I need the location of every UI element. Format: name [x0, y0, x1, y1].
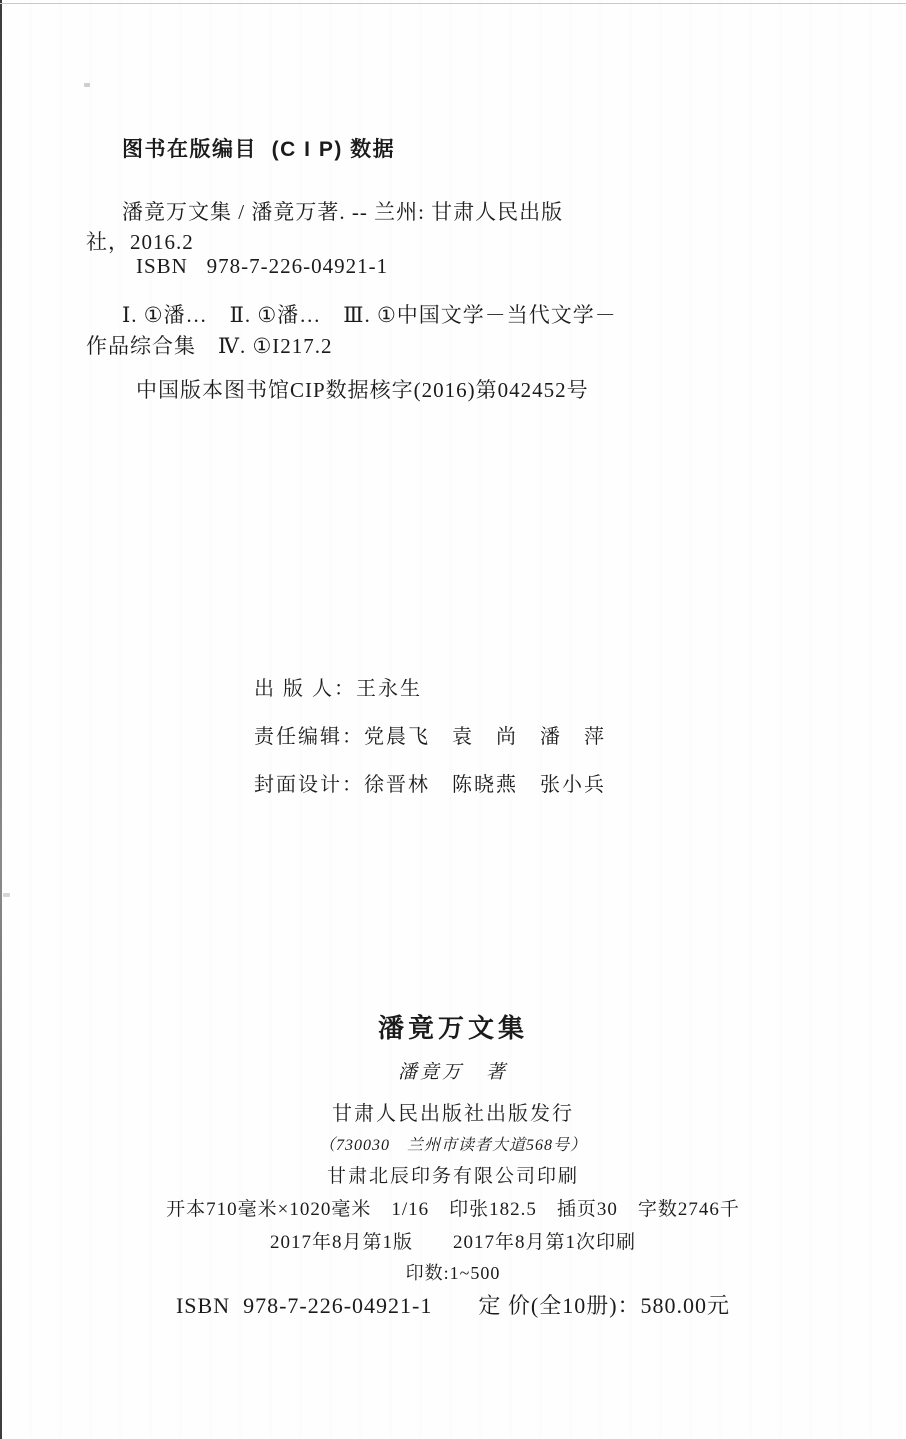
editors-row — [254, 720, 606, 749]
cover-designers-names: 徐晋林 陈晓燕 张小兵 — [364, 774, 606, 796]
cover-designers-label: 封面设计： — [254, 774, 364, 796]
isbn-price-line — [0, 1289, 906, 1320]
editors-names: 党晨飞 袁 尚 潘 萍 — [364, 726, 606, 748]
cover-designers-row — [254, 768, 606, 797]
publisher-person-name: 王永生 — [356, 678, 422, 700]
cip-entry-line-1: 潘竟万文集 / 潘竟万著. -- 兰州: 甘肃人民出版 — [122, 200, 564, 224]
cip-record-number: 中国版本图书馆CIP数据核字(2016)第042452号 — [136, 378, 589, 402]
print-run-line: 印数:1~500 — [405, 1263, 501, 1283]
printer-line: 甘肃北辰印务有限公司印刷 — [326, 1166, 579, 1187]
scan-left-edge-artifact — [0, 0, 2, 1439]
cip-heading: 图书在版编目 (C I P) 数据 — [122, 138, 396, 161]
cip-classification-line-2: 作品综合集 Ⅳ. ①I217.2 — [86, 334, 333, 358]
edition-line: 2017年8月第1版 2017年8月第1次印刷 — [269, 1232, 636, 1253]
scan-speck — [84, 83, 90, 87]
publisher-line: 甘肃人民出版社出版发行 — [332, 1103, 574, 1125]
scan-top-edge-artifact — [0, 3, 906, 4]
publisher-person-row — [254, 672, 422, 701]
editors-label: 责任编辑： — [254, 726, 364, 748]
cip-entry-line-2: 社，2016.2 — [86, 230, 194, 254]
isbn-number: ISBN 978-7-226-04921-1 — [175, 1293, 433, 1318]
price: 定 价(全10册)：580.00元 — [478, 1293, 731, 1318]
cip-classification-line-1: Ⅰ. ①潘… Ⅱ. ①潘… Ⅲ. ①中国文学－当代文学－ — [122, 303, 617, 327]
book-title: 潘竟万文集 — [377, 1013, 528, 1043]
publisher-address: （730030 兰州市读者大道568号） — [318, 1137, 587, 1154]
publisher-person-label: 出 版 人： — [254, 678, 356, 700]
scan-speck — [3, 893, 10, 897]
book-author: 潘竟万 著 — [397, 1062, 508, 1083]
cip-isbn: ISBN 978-7-226-04921-1 — [136, 254, 389, 278]
format-specs-line: 开本710毫米×1020毫米 1/16 印张182.5 插页30 字数2746千 — [166, 1199, 740, 1220]
